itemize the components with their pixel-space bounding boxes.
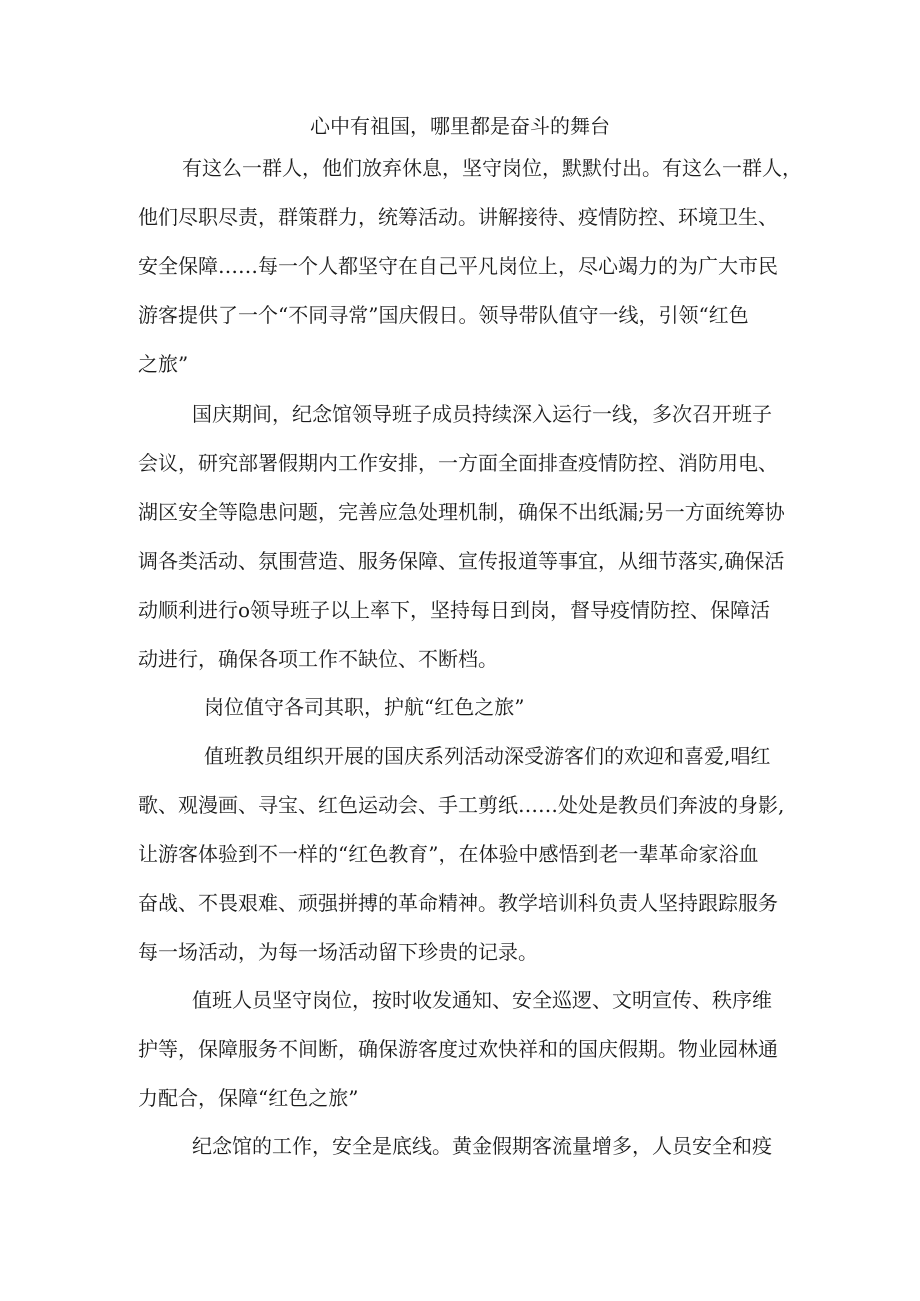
page-title: 心中有祖国，哪里都是奋斗的舞台 [310, 114, 610, 138]
text-line: 调各类活动、氛围营造、服务保障、宣传报道等事宜，从细节落实,确保活 [138, 549, 785, 573]
text-line: 之旅” [138, 352, 189, 376]
text-line: 有这么一群人，他们放弃休息，坚守岗位，默默付出。有这么一群人， [182, 156, 802, 180]
text-line: 湖区安全等隐患问题，完善应急处理机制，确保不出纸漏;另一方面统筹协 [138, 500, 785, 524]
text-line: 他们尽职尽责，群策群力，统筹活动。讲解接待、疫情防控、环境卫生、 [138, 205, 778, 229]
text-line: 护等，保障服务不间断，确保游客度过欢快祥和的国庆假期。物业园林通 [138, 1037, 778, 1061]
text-line: 让游客体验到不一样的“红色教育”，在体验中感悟到老一辈革命家浴血 [138, 842, 759, 866]
paragraph-2 [138, 390, 788, 684]
text-line: 值班教员组织开展的国庆系列活动深受游客们的欢迎和喜爱,唱红 [204, 744, 771, 768]
text-line: 奋战、不畏艰难、顽强拼搏的革命精神。教学培训科负责人坚持跟踪服务 [138, 891, 778, 915]
paragraph-1 [138, 144, 802, 389]
paragraph-4 [138, 732, 788, 977]
text-line: 力配合，保障“红色之旅” [138, 1086, 359, 1110]
paragraph-5 [138, 976, 788, 1123]
section-heading [138, 683, 788, 732]
text-line: 值班人员坚守岗位，按时收发通知、安全巡逻、文明宣传、秩序维 [192, 988, 772, 1012]
text-line: 动顺利进行o领导班子以上率下，坚持每日到岗，督导疫情防控、保障活 [138, 598, 771, 622]
section-heading-text: 岗位值守各司其职，护航“红色之旅” [204, 695, 525, 719]
text-line: 国庆期间，纪念馆领导班子成员持续深入运行一线，多次召开班子 [192, 402, 772, 426]
text-line: 安全保障……每一个人都坚守在自己平凡岗位上，尽心竭力的为广大市民 [138, 254, 778, 278]
text-line: 每一场活动，为每一场活动留下珍贵的记录。 [138, 940, 538, 964]
text-line: 歌、观漫画、寻宝、红色运动会、手工剪纸……处处是教员们奔波的身影, [138, 793, 785, 817]
text-line: 纪念馆的工作，安全是底线。黄金假期客流量增多，人员安全和疫 [192, 1134, 772, 1158]
text-line: 会议，研究部署假期内工作安排，一方面全面排查疫情防控、消防用电、 [138, 451, 778, 475]
text-line: 游客提供了一个“不同寻常”国庆假日。领导带队值守一线，引领“红色 [138, 303, 749, 327]
text-line: 动进行，确保各项工作不缺位、不断档。 [138, 647, 498, 671]
paragraph-6 [138, 1122, 788, 1171]
